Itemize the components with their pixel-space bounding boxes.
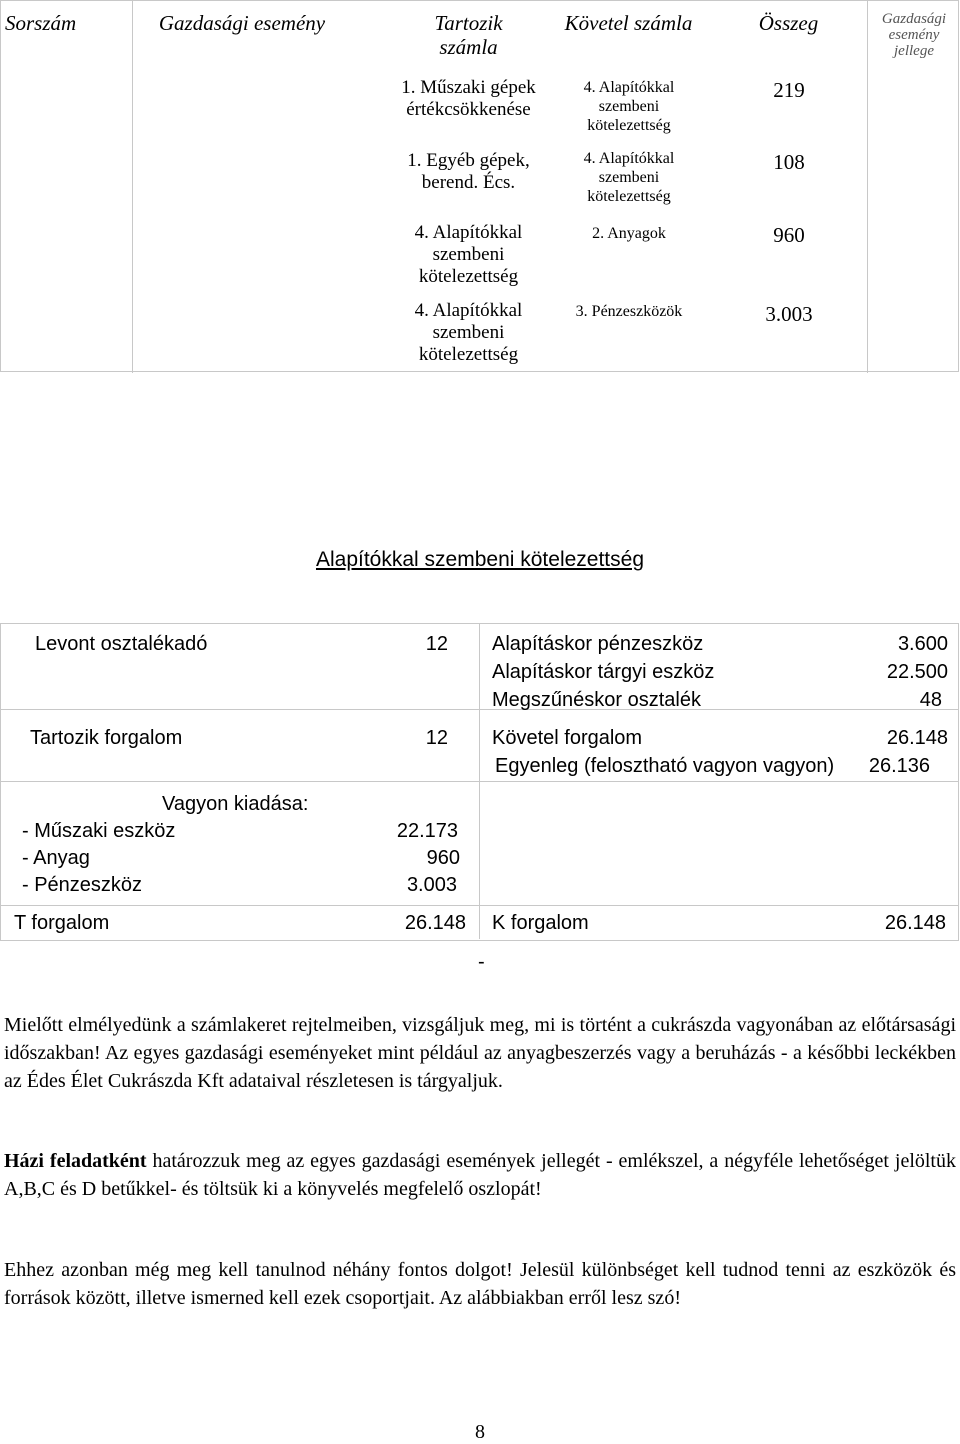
debit-entry-label: Levont osztalékadó (35, 633, 208, 655)
credit-entry-label: Alapításkor tárgyi eszköz (492, 661, 715, 683)
credit-entry-label: Alapításkor pénzeszköz (492, 633, 704, 655)
kovetel-forgalom-value: 26.148 (886, 727, 948, 749)
credit-entry-label: Megszűnéskor osztalék (492, 689, 701, 711)
vagyon-item-label: - Pénzeszköz (22, 874, 143, 896)
homework-text: határozzuk meg az egyes gazdasági események jellegét - emlékszel, a négyféle lehetőséget jelöltük A,B,C és D betűkkel- és töltsük ki a könyvelés megfelelő oszlopát! (4, 1150, 956, 1200)
row4-kovetel: 3. Pénzeszközök (575, 303, 683, 320)
credit-entry-value: 48 (919, 689, 942, 711)
kovetel-forgalom-label: Követel forgalom (492, 727, 643, 749)
row3-kovetel: 2. Anyagok (592, 225, 666, 242)
t-account (0, 623, 959, 941)
dash-mark: - (478, 951, 485, 973)
paragraph-outro: Ehhez azonban még meg kell tanulnod néhány fontos dolgot! Jelesül különbséget kell tudnod tenni az eszközök és források között, illetve ismerned kell ezek csoportjait. Az alábbiakban erről lesz szó! (4, 1259, 956, 1309)
egyenleg-value: 26.136 (868, 755, 930, 777)
egyenleg-label: Egyenleg (felosztható vagyon vagyon) (495, 755, 835, 777)
credit-entry-value: 22.500 (886, 661, 948, 683)
credit-entry-value: 3.600 (897, 633, 948, 655)
vagyon-item-label: - Műszaki eszköz (22, 820, 176, 842)
tartozik-forgalom-value: 12 (425, 727, 448, 749)
row2-tartozik: 1. Egyéb gépek, berend. Écs. (407, 150, 530, 193)
tartozik-forgalom-label: Tartozik forgalom (30, 727, 183, 749)
t-account-rule (1, 781, 958, 782)
vagyon-kiadasa-title: Vagyon kiadása: (162, 793, 309, 815)
t-forgalom-label: T forgalom (14, 912, 110, 934)
header-tartozik-szamla: Tartozik számla (434, 11, 503, 59)
journal-table (0, 0, 959, 372)
col-divider (867, 1, 868, 373)
t-forgalom-value: 26.148 (404, 912, 466, 934)
row1-kovetel: 4. Alapítókkal szembeni kötelezettség (583, 79, 675, 134)
col-divider (132, 1, 133, 373)
row1-osszeg: 219 (773, 78, 805, 102)
header-jelleg: Gazdasági esemény jellege (881, 11, 947, 59)
row1-tartozik: 1. Műszaki gépek értékcsökkenése (401, 77, 536, 120)
t-account-rule (1, 905, 958, 906)
paragraph-homework (4, 1147, 956, 1203)
t-account-rule (1, 709, 958, 710)
vagyon-item-label: - Anyag (22, 847, 90, 869)
homework-bold: Házi feladatként (4, 1150, 147, 1172)
row4-osszeg: 3.003 (765, 302, 813, 326)
header-gazdasagi-esemeny: Gazdasági esemény (158, 11, 326, 35)
vagyon-item-value: 960 (426, 847, 460, 869)
page-number: 8 (475, 1421, 485, 1443)
row3-osszeg: 960 (773, 223, 805, 247)
header-osszeg: Összeg (758, 11, 819, 35)
row3-tartozik: 4. Alapítókkal szembeni kötelezettség (414, 222, 523, 287)
vagyon-item-value: 22.173 (396, 820, 458, 842)
row4-tartozik: 4. Alapítókkal szembeni kötelezettség (414, 300, 523, 365)
t-account-title: Alapítókkal szembeni kötelezettség (315, 548, 644, 571)
vagyon-item-value: 3.003 (406, 874, 457, 896)
k-forgalom-value: 26.148 (884, 912, 946, 934)
header-kovetel-szamla: Követel számla (564, 11, 693, 35)
row2-osszeg: 108 (773, 150, 805, 174)
row2-kovetel: 4. Alapítókkal szembeni kötelezettség (583, 150, 675, 205)
paragraph-intro: Mielőtt elmélyedünk a számlakeret rejtelmeiben, vizsgáljuk meg, mi is történt a cukrászda vagyonában az előtársasági időszakban! Az egyes gazdasági eseményeket mint például az anyagbeszerzés vagy a beruházás - a későbbi leckékben az Édes Élet Cukrászda Kft adataival részletesen is tárgyaljuk. (4, 1014, 956, 1092)
k-forgalom-label: K forgalom (492, 912, 589, 934)
debit-entry-value: 12 (425, 633, 448, 655)
header-sorszam: Sorszám (5, 11, 77, 35)
